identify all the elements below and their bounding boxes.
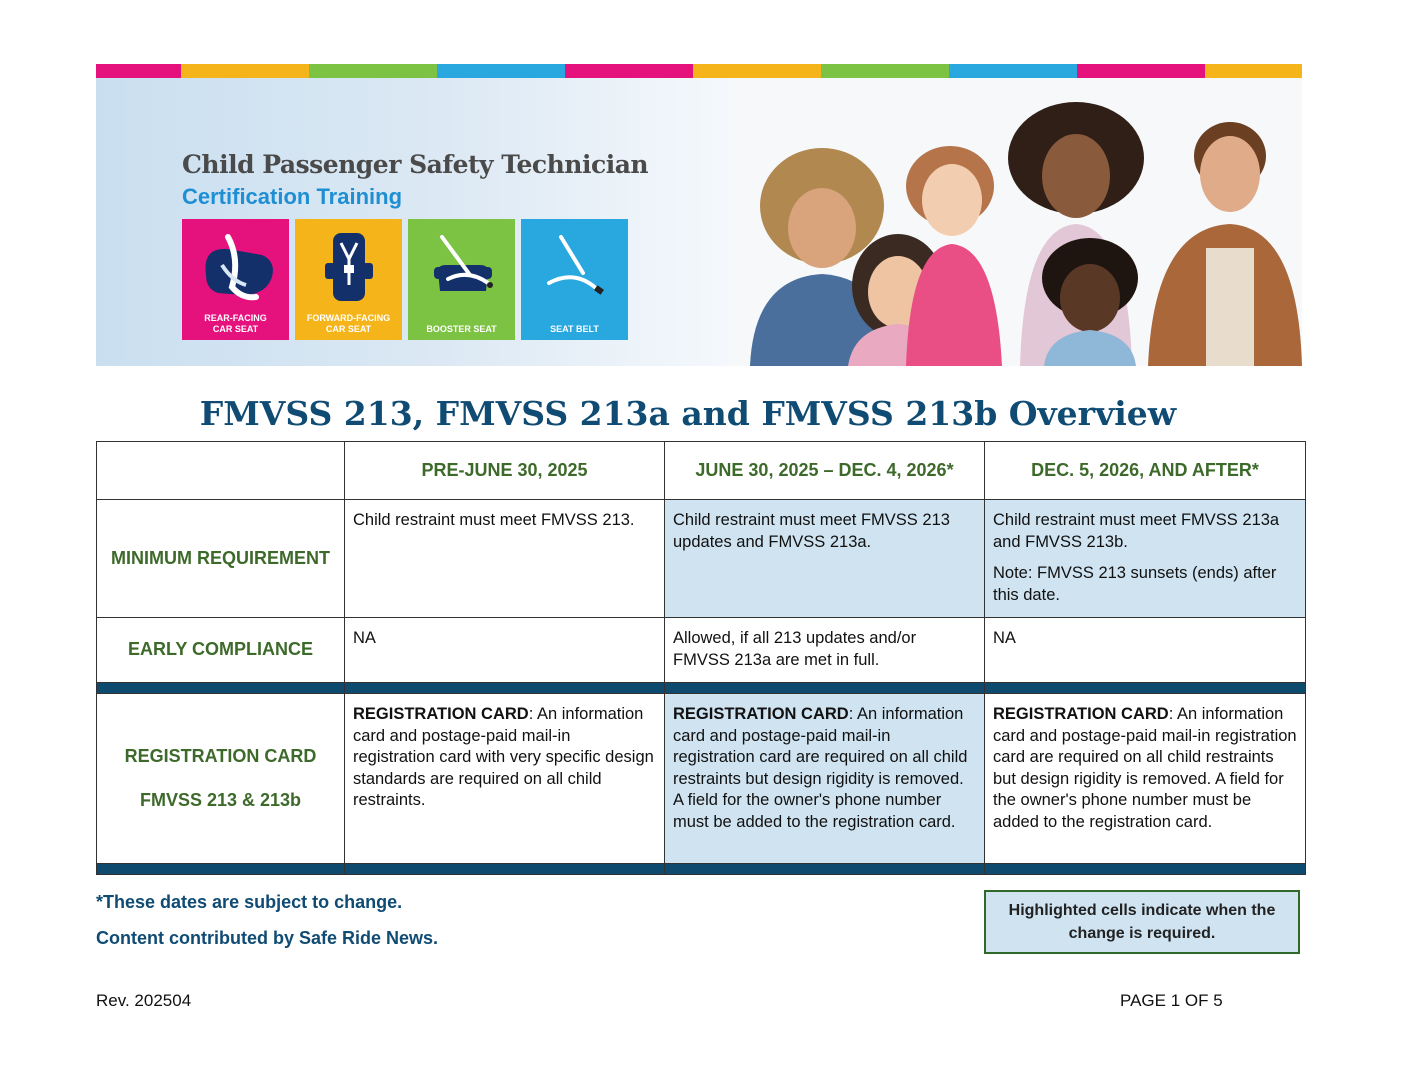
tile-label-line1: BOOSTER SEAT: [426, 324, 497, 334]
seat-belt-icon: [521, 225, 628, 307]
cell-text: Child restraint must meet FMVSS 213a and FMVSS 213b.: [993, 511, 1280, 551]
cell-text: : An information card and postage-paid mail-in registration card with very specific design standards are required on all child restraints.: [353, 705, 654, 809]
cell-bold-label: REGISTRATION CARD: [353, 705, 529, 723]
rear-facing-seat-icon: [182, 225, 289, 307]
row-header-line2: FMVSS 213 & 213b: [139, 789, 302, 810]
legend-text: Highlighted cells indicate when the change is required.: [1008, 902, 1276, 942]
banner-subtitle: Certification Training: [182, 184, 403, 209]
row-header: EARLY COMPLIANCE: [97, 618, 345, 683]
highlight-legend: [984, 890, 1300, 954]
stripe-segment: [309, 64, 437, 78]
row-header: MINIMUM REQUIREMENT: [97, 500, 345, 618]
column-header: DEC. 5, 2026, AND AFTER*: [985, 442, 1306, 500]
tile-forward-facing: [295, 219, 402, 340]
table-cell-highlighted: [665, 694, 985, 864]
table-cell: NA: [985, 618, 1306, 683]
tile-label-line2: CAR SEAT: [325, 324, 372, 334]
header-banner: [96, 78, 1302, 366]
corner-cell: [97, 442, 345, 500]
table-row: [97, 618, 1306, 683]
stripe-segment: [181, 64, 309, 78]
children-illustration: [730, 78, 1302, 366]
stripe-segment: [1077, 64, 1205, 78]
banner-title: Child Passenger Safety Technician: [182, 150, 649, 179]
revision-label: Rev. 202504: [96, 991, 192, 1010]
forward-facing-seat-icon: [295, 225, 402, 307]
stripe-segment: [693, 64, 821, 78]
stripe-segment: [1205, 64, 1302, 78]
stripe-segment: [437, 64, 565, 78]
section-separator: [97, 683, 1306, 694]
tile-label-line1: REAR-FACING: [204, 313, 267, 323]
stripe-segment: [565, 64, 693, 78]
cell-note: Note: FMVSS 213 sunsets (ends) after this date.: [993, 564, 1277, 604]
row-header: [97, 694, 345, 864]
table-cell: [345, 694, 665, 864]
tile-label-line1: SEAT BELT: [550, 324, 599, 334]
table-row: [97, 500, 1306, 618]
page-number: PAGE 1 OF 5: [1120, 991, 1223, 1010]
stripe-segment: [96, 64, 181, 78]
column-header: PRE-JUNE 30, 2025: [345, 442, 665, 500]
section-separator: [97, 864, 1306, 875]
tile-label-line1: FORWARD-FACING: [306, 313, 391, 323]
table-row: [97, 694, 1306, 864]
stripe-segment: [821, 64, 949, 78]
tile-seat-belt: [521, 219, 628, 340]
footnote-dates: *These dates are subject to change.: [96, 892, 403, 912]
column-header: JUNE 30, 2025 – DEC. 4, 2026*: [665, 442, 985, 500]
document-title: FMVSS 213, FMVSS 213a and FMVSS 213b Overview: [199, 394, 1177, 433]
table-cell: [985, 694, 1306, 864]
booster-seat-icon: [408, 225, 515, 307]
cell-bold-label: REGISTRATION CARD: [673, 705, 849, 723]
table-cell: Child restraint must meet FMVSS 213.: [345, 500, 665, 618]
tile-label-line2: CAR SEAT: [212, 324, 259, 334]
tile-booster: [408, 219, 515, 340]
row-header-line1: REGISTRATION CARD: [124, 746, 317, 766]
table-cell-highlighted: [985, 500, 1306, 618]
cell-text: : An information card and postage-paid mail-in registration card are required on all child restraints but design rigidity is removed. A field for the owner's phone number must be added to the registration card.: [673, 705, 968, 831]
color-stripe: [96, 64, 1302, 78]
children-photo: [730, 78, 1302, 366]
table-cell-highlighted: Child restraint must meet FMVSS 213 updates and FMVSS 213a.: [665, 500, 985, 618]
seat-type-tiles: [182, 219, 628, 340]
table-header-row: [97, 442, 1306, 500]
table-cell: NA: [345, 618, 665, 683]
overview-table: [96, 441, 1306, 875]
stripe-segment: [949, 64, 1077, 78]
table-cell: Allowed, if all 213 updates and/or FMVSS 213a are met in full.: [665, 618, 985, 683]
tile-rear-facing: [182, 219, 289, 340]
footnote-credit: Content contributed by Safe Ride News.: [96, 928, 439, 948]
cell-bold-label: REGISTRATION CARD: [993, 705, 1169, 723]
cell-text: : An information card and postage-paid mail-in registration card are required on all child restraints but design rigidity is removed. A field for the owner's phone number must be added to the registration card.: [993, 705, 1297, 831]
